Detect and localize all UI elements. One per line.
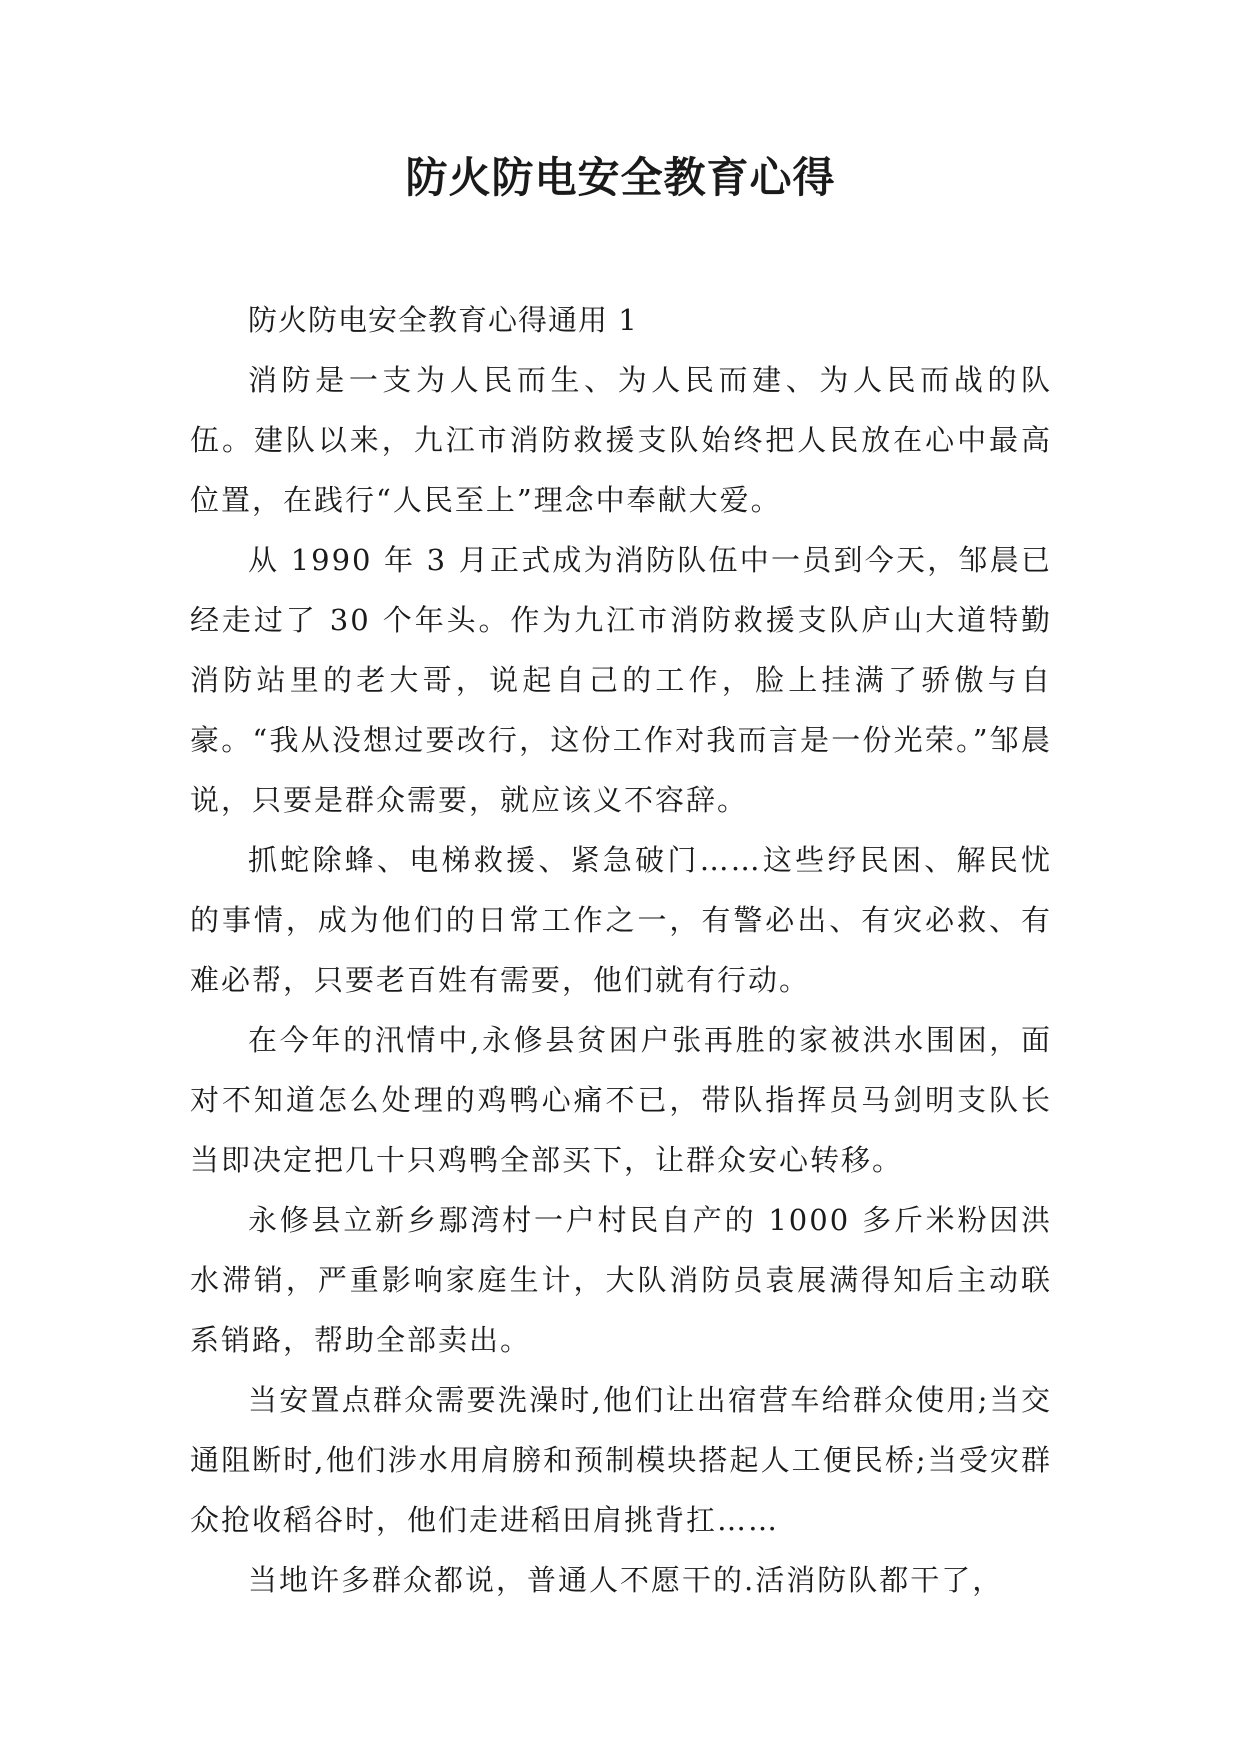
paragraph-1: 消防是一支为人民而生、为人民而建、为人民而战的队伍。建队以来，九江市消防救援支队始终把人民放在心中最高位置，在践行“人民至上”理念中奉献大爱。 (190, 363, 1052, 517)
paragraph-6: 当安置点群众需要洗澡时,他们让出宿营车给群众使用;当交通阻断时,他们涉水用肩膀和预制模块搭起人工便民桥;当受灾群众抢收稻谷时，他们走进稻田肩挑背扛…… (190, 1383, 1052, 1537)
paragraph-5: 永修县立新乡鄢湾村一户村民自产的 1000 多斤米粉因洪水滞销，严重影响家庭生计，大队消防员袁展满得知后主动联系销路，帮助全部卖出。 (190, 1203, 1052, 1357)
document-body (190, 290, 1052, 1610)
section-subtitle: 防火防电安全教育心得通用 1 (248, 303, 638, 337)
paragraph-7: 当地许多群众都说，普通人不愿干的.活消防队都干了， (248, 1563, 1004, 1597)
page-title: 防火防电安全教育心得 (405, 153, 836, 202)
paragraph-4: 在今年的汛情中,永修县贫困户张再胜的家被洪水围困，面对不知道怎么处理的鸡鸭心痛不已，带队指挥员马剑明支队长当即决定把几十只鸡鸭全部买下，让群众安心转移。 (190, 1023, 1052, 1177)
paragraph-3: 抓蛇除蜂、电梯救援、紧急破门……这些纾民困、解民忧的事情，成为他们的日常工作之一，有警必出、有灾必救、有难必帮，只要老百姓有需要，他们就有行动。 (190, 843, 1052, 997)
paragraph-2: 从 1990 年 3 月正式成为消防队伍中一员到今天，邹晨已经走过了 30 个年头。作为九江市消防救援支队庐山大道特勤消防站里的老大哥，说起自己的工作，脸上挂满了骄傲与自豪。“我从没想过要改行，这份工作对我而言是一份光荣。”邹晨说，只要是群众需要，就应该义不容辞。 (190, 543, 1052, 817)
